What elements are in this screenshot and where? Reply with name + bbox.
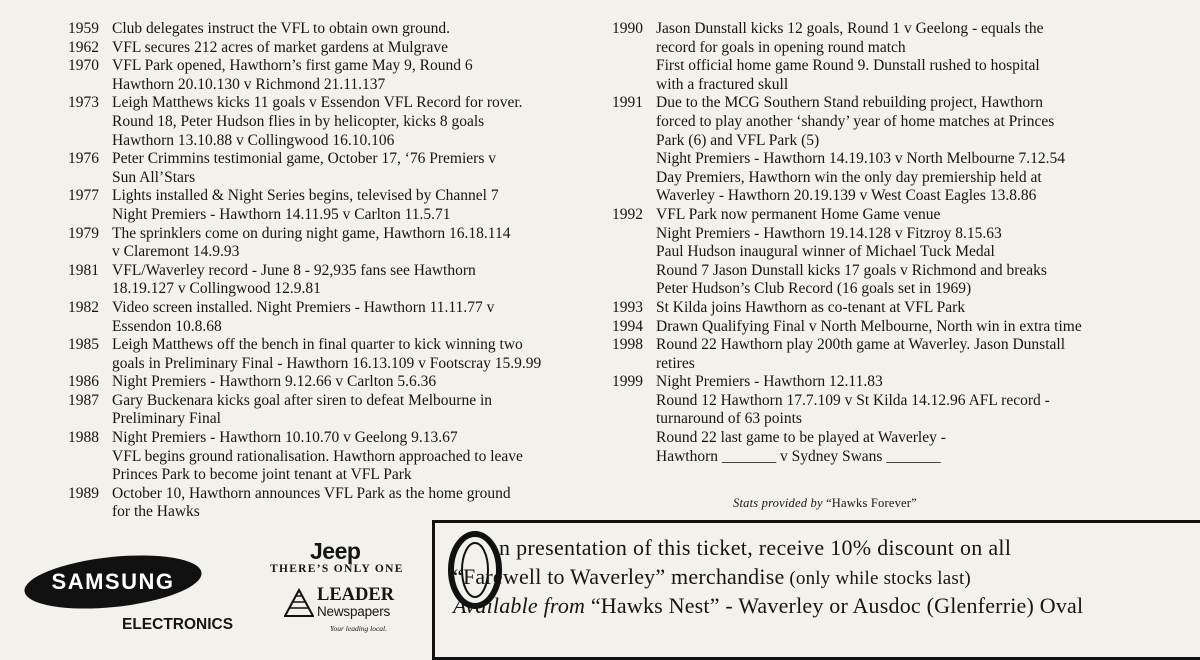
entry-text (656, 94, 1182, 206)
entry-year: 1962 (68, 38, 99, 56)
entry-year: 1993 (612, 298, 643, 316)
entry-line: Princes Park to become joint tenant at VFL Park (112, 466, 412, 484)
samsung-logo (24, 557, 202, 613)
timeline-entry (612, 373, 1182, 466)
entry-text (112, 392, 573, 429)
timeline-entry (612, 20, 1182, 94)
entry-line: Round 22 Hawthorn play 200th game at Waverley. Jason Dunstall (656, 336, 1065, 354)
entry-line: St Kilda joins Hawthorn as co-tenant at VFL Park (656, 298, 966, 316)
entry-year: 1998 (612, 336, 643, 354)
entry-text (656, 299, 1182, 318)
samsung-wordmark: SAMSUNG (51, 569, 175, 594)
timeline-entry (68, 299, 573, 336)
entry-line: Round 12 Hawthorn 17.7.109 v St Kilda 14.12.96 AFL record - (656, 391, 1050, 409)
entry-line: goals in Preliminary Final - Hawthorn 16.13.109 v Footscray 15.9.99 (112, 354, 542, 372)
entry-text (112, 94, 573, 150)
entry-year: 1991 (612, 94, 643, 112)
entry-line: Preliminary Final (112, 410, 221, 428)
entry-text (656, 336, 1182, 373)
entry-line: Night Premiers - Hawthorn 19.14.128 v Fitzroy 8.15.63 (656, 224, 1002, 242)
timeline-entry (68, 429, 573, 485)
entry-line: Night Premiers - Hawthorn 14.11.95 v Carlton 11.5.71 (112, 205, 451, 223)
stats-credit (733, 496, 917, 511)
coupon-line-1: n presentation of this ticket, receive 10% discount on all (499, 535, 1012, 560)
entry-line: Gary Buckenara kicks goal after siren to defeat Melbourne in (112, 391, 493, 409)
timeline-entry (68, 336, 573, 373)
entry-text (112, 57, 573, 94)
entry-line: VFL/Waverley record - June 8 - 92,935 fans see Hawthorn (112, 261, 476, 279)
entry-year: 1988 (68, 429, 99, 447)
entry-line: Hawthorn _______ v Sydney Swans _______ (656, 447, 941, 465)
entry-year: 1959 (68, 20, 99, 37)
timeline-entry (68, 262, 573, 299)
entry-text (656, 318, 1182, 337)
stats-source: “Hawks Forever” (826, 496, 917, 510)
jeep-tagline: THERE’S ONLY ONE (270, 563, 404, 575)
entry-line: Jason Dunstall kicks 12 goals, Round 1 v Geelong - equals the (656, 20, 1044, 37)
entry-line: Lights installed & Night Series begins, televised by Channel 7 (112, 187, 499, 205)
entry-text (112, 429, 573, 485)
entry-line: Night Premiers - Hawthorn 14.19.103 v North Melbourne 7.12.54 (656, 150, 1065, 168)
entry-line: Hawthorn 13.10.88 v Collingwood 16.10.106 (112, 131, 395, 149)
entry-line: Night Premiers - Hawthorn 12.11.83 (656, 373, 883, 391)
entry-year: 1987 (68, 391, 99, 409)
entry-text (112, 336, 573, 373)
timeline-entry (68, 225, 573, 262)
entry-year: 1982 (68, 298, 99, 316)
timeline-entry (612, 318, 1182, 337)
jeep-logo: Jeep (310, 538, 361, 564)
coupon-line-3 (453, 593, 1083, 619)
entry-year: 1989 (68, 484, 99, 502)
entry-line: Peter Hudson’s Club Record (16 goals set in 1969) (656, 280, 972, 298)
entry-year: 1999 (612, 373, 643, 391)
entry-line: Park (6) and VFL Park (5) (656, 131, 820, 149)
entry-year: 1981 (68, 261, 99, 279)
entry-line: turnaround of 63 points (656, 410, 802, 428)
entry-line: Day Premiers, Hawthorn win the only day premiership held at (656, 168, 1042, 186)
coupon-merch-title: “Farewell to Waverley” merchandise (453, 564, 785, 589)
timeline-entry (68, 20, 573, 39)
entry-line: VFL begins ground rationalisation. Hawthorn approached to leave (112, 447, 523, 465)
timeline-entry (68, 94, 573, 150)
entry-text (112, 39, 573, 58)
entry-line: Peter Crimmins testimonial game, October 17, ‘76 Premiers v (112, 150, 496, 168)
entry-line: 18.19.127 v Collingwood 12.9.81 (112, 280, 321, 298)
entry-line: Night Premiers - Hawthorn 9.12.66 v Carlton 5.6.36 (112, 373, 437, 391)
timeline-entry (68, 39, 573, 58)
entry-line: Leigh Matthews off the bench in final quarter to kick winning two (112, 336, 523, 354)
entry-text (112, 150, 573, 187)
entry-line: Night Premiers - Hawthorn 10.10.70 v Geelong 9.13.67 (112, 429, 458, 447)
coupon-locations: “Hawks Nest” - Waverley or Ausdoc (Glenferrie) Oval (585, 593, 1084, 618)
timeline-entry (612, 206, 1182, 299)
samsung-subtitle: ELECTRONICS (122, 616, 234, 633)
leader-triangle-icon (284, 588, 314, 618)
entry-line: The sprinklers come on during night game, Hawthorn 16.18.114 (112, 224, 511, 242)
timeline-entry (68, 392, 573, 429)
entry-text (112, 262, 573, 299)
entry-line: VFL Park now permanent Home Game venue (656, 205, 941, 223)
timeline-entry (612, 94, 1182, 206)
entry-line: record for goals in opening round match (656, 38, 906, 56)
coupon-available-label: Available from (453, 593, 586, 618)
entry-line: retires (656, 354, 695, 372)
entry-line: Round 22 last game to be played at Waverley - (656, 429, 946, 447)
entry-line: Hawthorn 20.10.130 v Richmond 21.11.137 (112, 75, 386, 93)
entry-line: Video screen installed. Night Premiers - Hawthorn 11.11.77 v (112, 298, 495, 316)
entry-text (112, 20, 573, 39)
entry-year: 1979 (68, 224, 99, 242)
entry-line: VFL secures 212 acres of market gardens at Mulgrave (112, 38, 448, 56)
timeline-left-column (68, 20, 573, 522)
entry-text (112, 373, 573, 392)
entry-line: October 10, Hawthorn announces VFL Park as the home ground (112, 484, 511, 502)
leader-tagline: Your leading local. (330, 624, 388, 633)
entry-line: for the Hawks (112, 503, 200, 521)
entry-line: VFL Park opened, Hawthorn’s first game May 9, Round 6 (112, 57, 473, 75)
coupon-line-2 (453, 564, 971, 590)
leader-subtitle: Newspapers (317, 604, 391, 619)
entry-text (112, 299, 573, 336)
timeline-entry (68, 485, 573, 522)
entry-text (112, 485, 573, 522)
discount-coupon (432, 520, 1200, 660)
entry-text (112, 187, 573, 224)
timeline-entry (612, 299, 1182, 318)
entry-line: Sun All’Stars (112, 168, 196, 186)
entry-line: Leigh Matthews kicks 11 goals v Essendon VFL Record for rover. (112, 94, 523, 112)
entry-line: First official home game Round 9. Dunstall rushed to hospital (656, 57, 1040, 75)
timeline-entry (68, 373, 573, 392)
entry-line: Round 7 Jason Dunstall kicks 17 goals v Richmond and breaks (656, 261, 1047, 279)
timeline-entry (68, 150, 573, 187)
entry-text (656, 373, 1182, 466)
entry-line: Round 18, Peter Hudson flies in by helicopter, kicks 8 goals (112, 112, 485, 130)
entry-text (656, 20, 1182, 94)
timeline-right-column (612, 20, 1182, 466)
entry-line: with a fractured skull (656, 75, 789, 93)
entry-line: Drawn Qualifying Final v North Melbourne, North win in extra time (656, 317, 1082, 335)
entry-line: Due to the MCG Southern Stand rebuilding project, Hawthorn (656, 94, 1044, 112)
entry-year: 1992 (612, 205, 643, 223)
entry-year: 1990 (612, 20, 643, 37)
timeline-entry (68, 187, 573, 224)
entry-line: forced to play another ‘shandy’ year of home matches at Princes (656, 112, 1055, 130)
timeline-entry (612, 336, 1182, 373)
entry-line: Waverley - Hawthorn 20.19.139 v West Coast Eagles 13.8.86 (656, 187, 1037, 205)
entry-year: 1977 (68, 187, 99, 205)
entry-line: Essendon 10.8.68 (112, 317, 222, 335)
coupon-stock-note: (only while stocks last) (784, 568, 971, 589)
dropcap-letter: O (474, 541, 476, 542)
leader-logo: LEADER (317, 585, 395, 605)
entry-year: 1985 (68, 336, 99, 354)
entry-year: 1970 (68, 57, 99, 75)
entry-line: v Claremont 14.9.93 (112, 243, 240, 261)
entry-line: Club delegates instruct the VFL to obtain own ground. (112, 20, 450, 37)
entry-text (656, 206, 1182, 299)
entry-year: 1973 (68, 94, 99, 112)
timeline-entry (68, 57, 573, 94)
entry-line: Paul Hudson inaugural winner of Michael Tuck Medal (656, 243, 995, 261)
entry-year: 1986 (68, 373, 99, 391)
entry-year: 1976 (68, 150, 99, 168)
entry-year: 1994 (612, 317, 643, 335)
entry-text (112, 225, 573, 262)
stats-prefix: Stats provided by (733, 496, 823, 510)
